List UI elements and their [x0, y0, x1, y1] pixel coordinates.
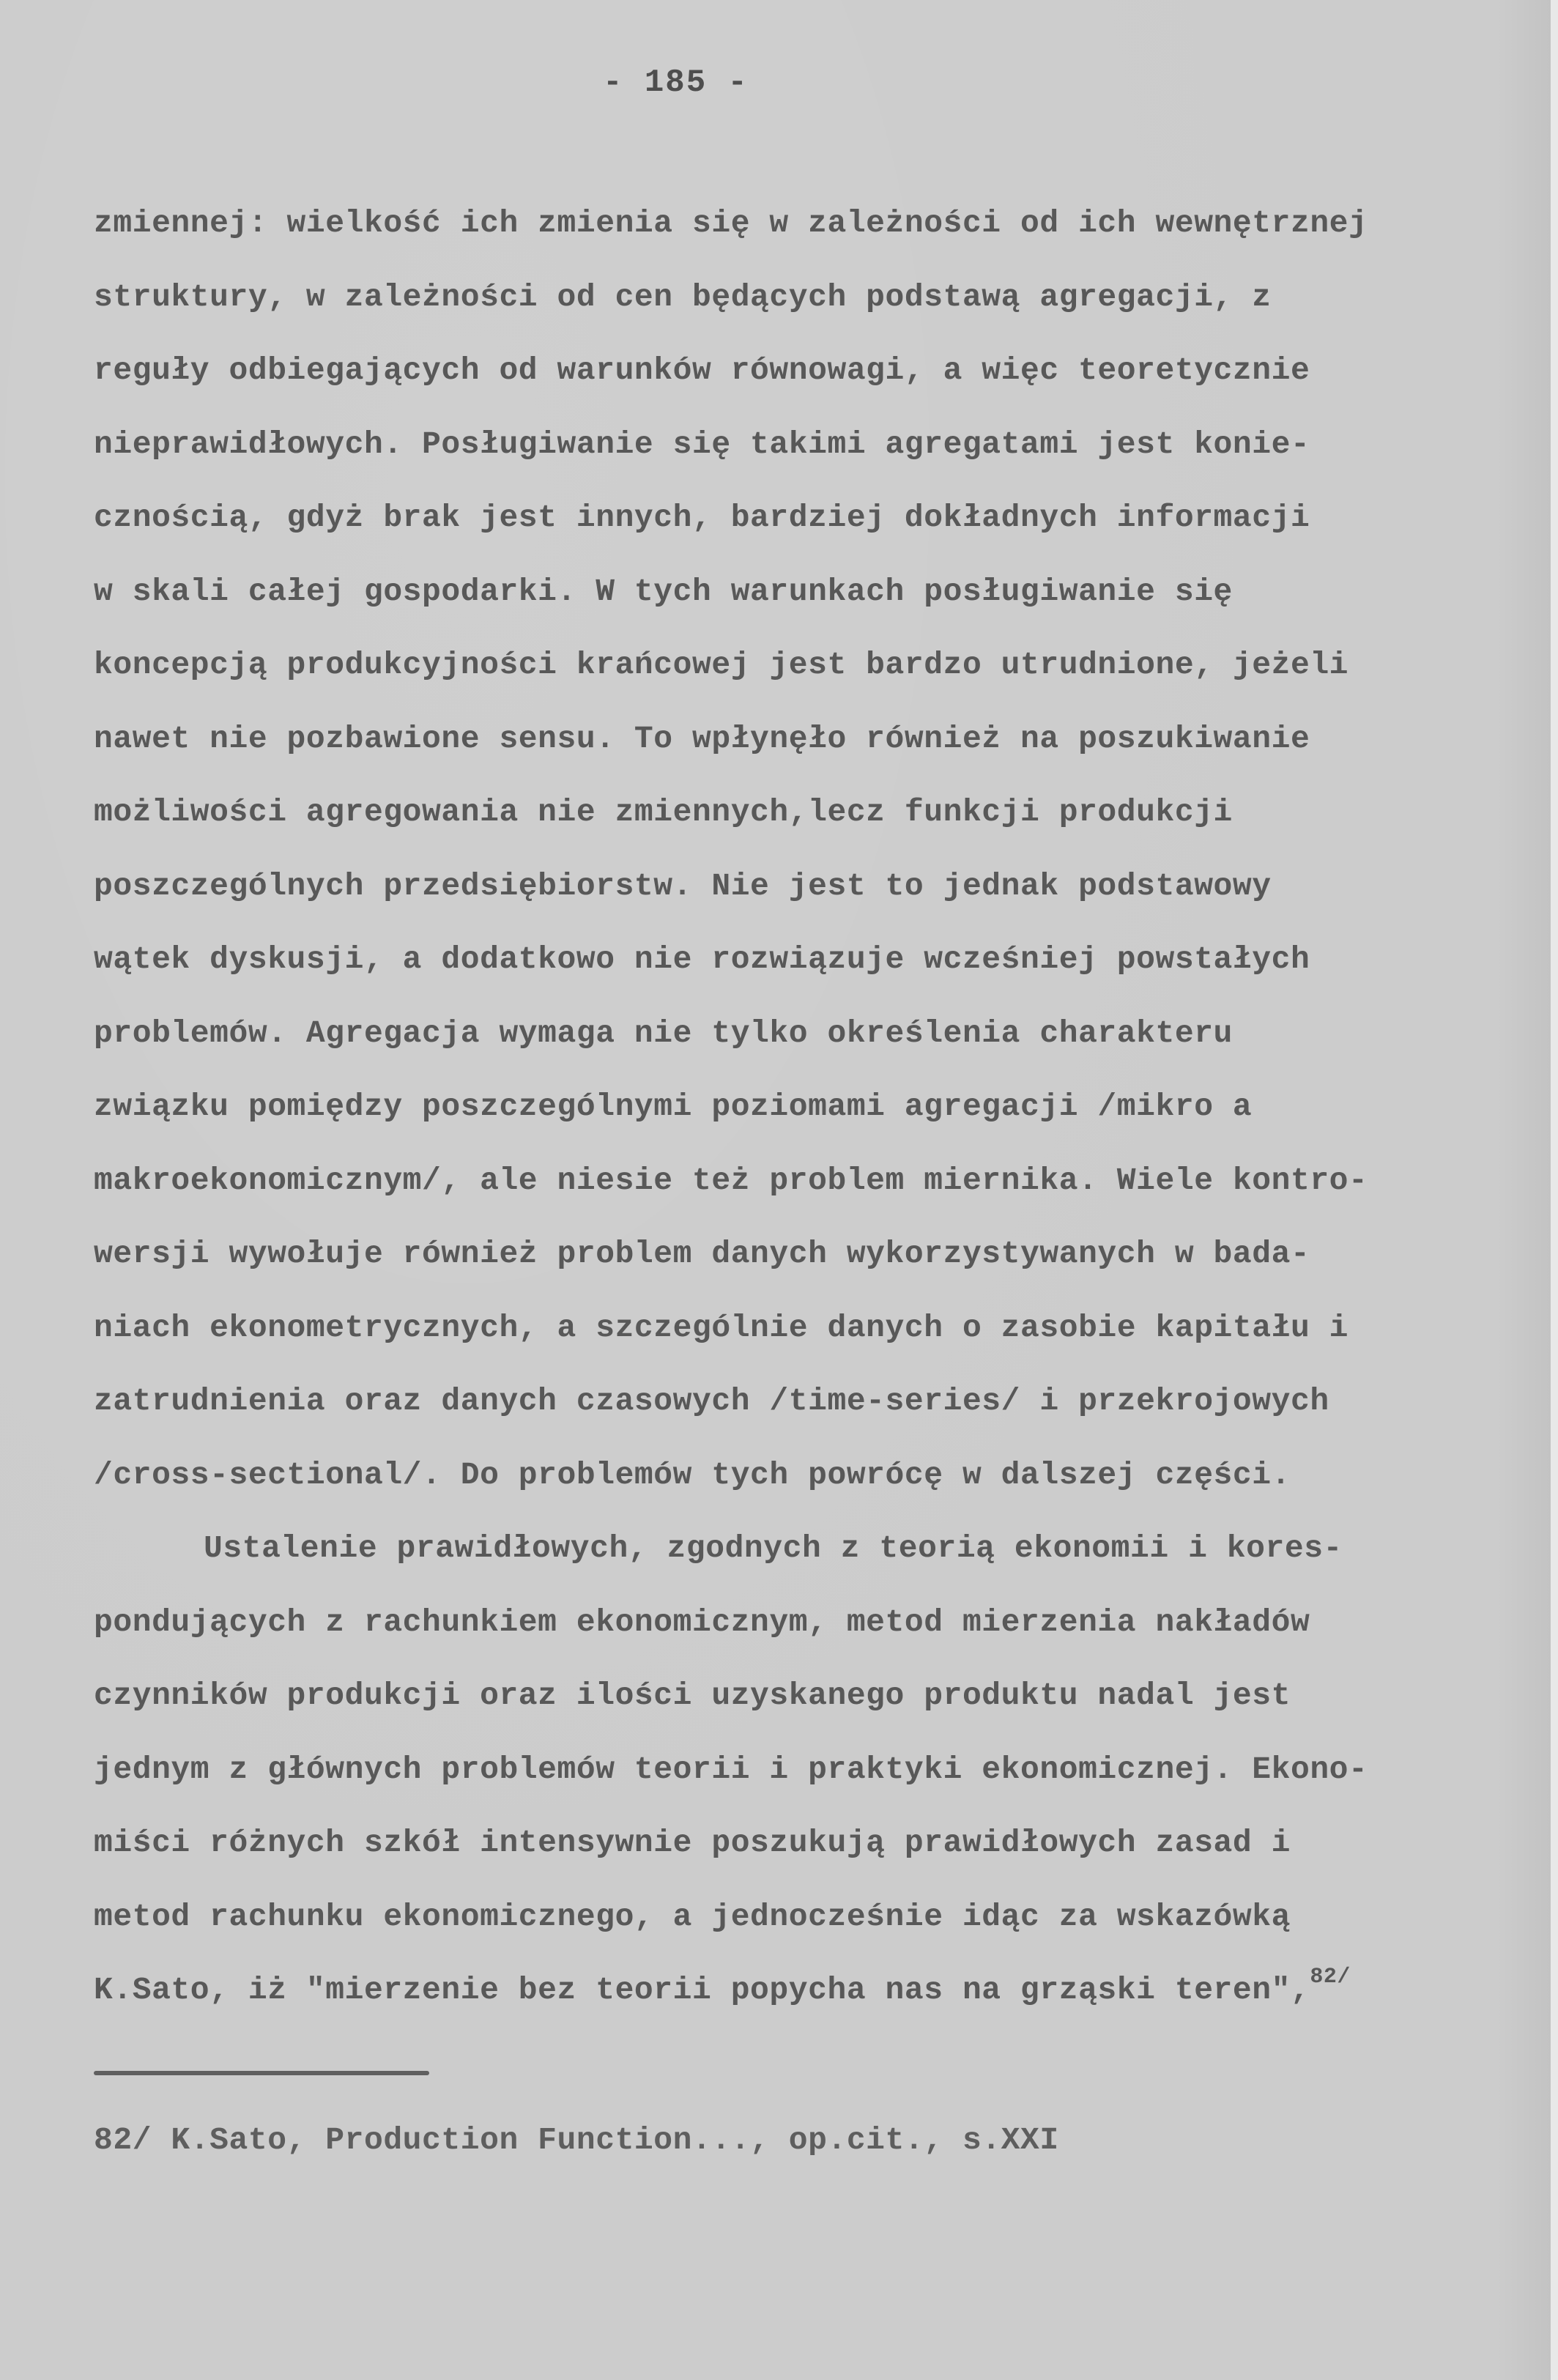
- footnote-separator: [94, 2071, 429, 2075]
- text-line: nawet nie pozbawione sensu. To wpłynęło również na poszukiwanie: [94, 720, 1310, 757]
- text-line: wersji wywołuje również problem danych wykorzystywanych w bada-: [94, 1236, 1310, 1272]
- text-line: niach ekonometrycznych, a szczególnie danych o zasobie kapitału i: [94, 1309, 1349, 1346]
- text-line: zatrudnienia oraz danych czasowych /time-series/ i przekrojowych: [94, 1383, 1329, 1419]
- last-text-line: [94, 1965, 1529, 2042]
- footnote-reference: 82/: [1310, 1965, 1351, 1990]
- text-line: czynników produkcji oraz ilości uzyskanego produktu nadal jest: [94, 1678, 1291, 1713]
- text-line: reguły odbiegających od warunków równowagi, a więc teoretycznie: [94, 352, 1310, 388]
- text-line: koncepcją produkcyjności krańcowej jest bardzo utrudnione, jeżeli: [94, 647, 1349, 683]
- text-line: możliwości agregowania nie zmiennych,lecz funkcji produkcji: [94, 794, 1233, 830]
- text-line: jednym z głównych problemów teorii i praktyki ekonomicznej. Ekono-: [94, 1751, 1368, 1787]
- text-line: miści różnych szkół intensywnie poszukują prawidłowych zasad i: [94, 1825, 1291, 1861]
- text-line: cznością, gdyż brak jest innych, bardziej dokładnych informacji: [94, 500, 1310, 535]
- text-line: makroekonomicznym/, ale niesie też problem miernika. Wiele kontro-: [94, 1162, 1368, 1198]
- text-line: problemów. Agregacja wymaga nie tylko określenia charakteru: [94, 1015, 1233, 1051]
- footnote: 82/ K.Sato, Production Function..., op.cit., s.XXI: [94, 2122, 1059, 2158]
- text-line: metod rachunku ekonomicznego, a jednocześnie idąc za wskazówką: [94, 1898, 1291, 1935]
- text-line: poszczególnych przedsiębiorstw. Nie jest to jednak podstawowy: [94, 867, 1272, 904]
- text-line: związku pomiędzy poszczególnymi poziomami agregacji /mikro a: [94, 1089, 1253, 1124]
- body-text: [94, 201, 1529, 2042]
- text-line: struktury, w zależności od cen będących podstawą agregacji, z: [94, 278, 1272, 315]
- text-line: pondujących z rachunkiem ekonomicznym, metod mierzenia nakładów: [94, 1604, 1310, 1640]
- text-line: nieprawidłowych. Posługiwanie się takimi agregatami jest konie-: [94, 426, 1310, 462]
- text-line: zmiennej: wielkość ich zmienia się w zależności od ich wewnętrznej: [94, 205, 1368, 241]
- text-line: /cross-sectional/. Do problemów tych powrócę w dalszej części.: [94, 1456, 1291, 1493]
- text-line: wątek dyskusji, a dodatkowo nie rozwiązuje wcześniej powstałych: [94, 941, 1310, 977]
- page-number: - 185 -: [603, 64, 749, 101]
- paragraph-start-line: Ustalenie prawidłowych, zgodnych z teorią ekonomii i kores-: [204, 1530, 1343, 1566]
- text-line: w skali całej gospodarki. W tych warunkach posługiwanie się: [94, 573, 1233, 609]
- page-edge: [1551, 0, 1558, 2380]
- text-line-content: K.Sato, iż "mierzenie bez teorii popycha nas na grząski teren",: [94, 1972, 1310, 2008]
